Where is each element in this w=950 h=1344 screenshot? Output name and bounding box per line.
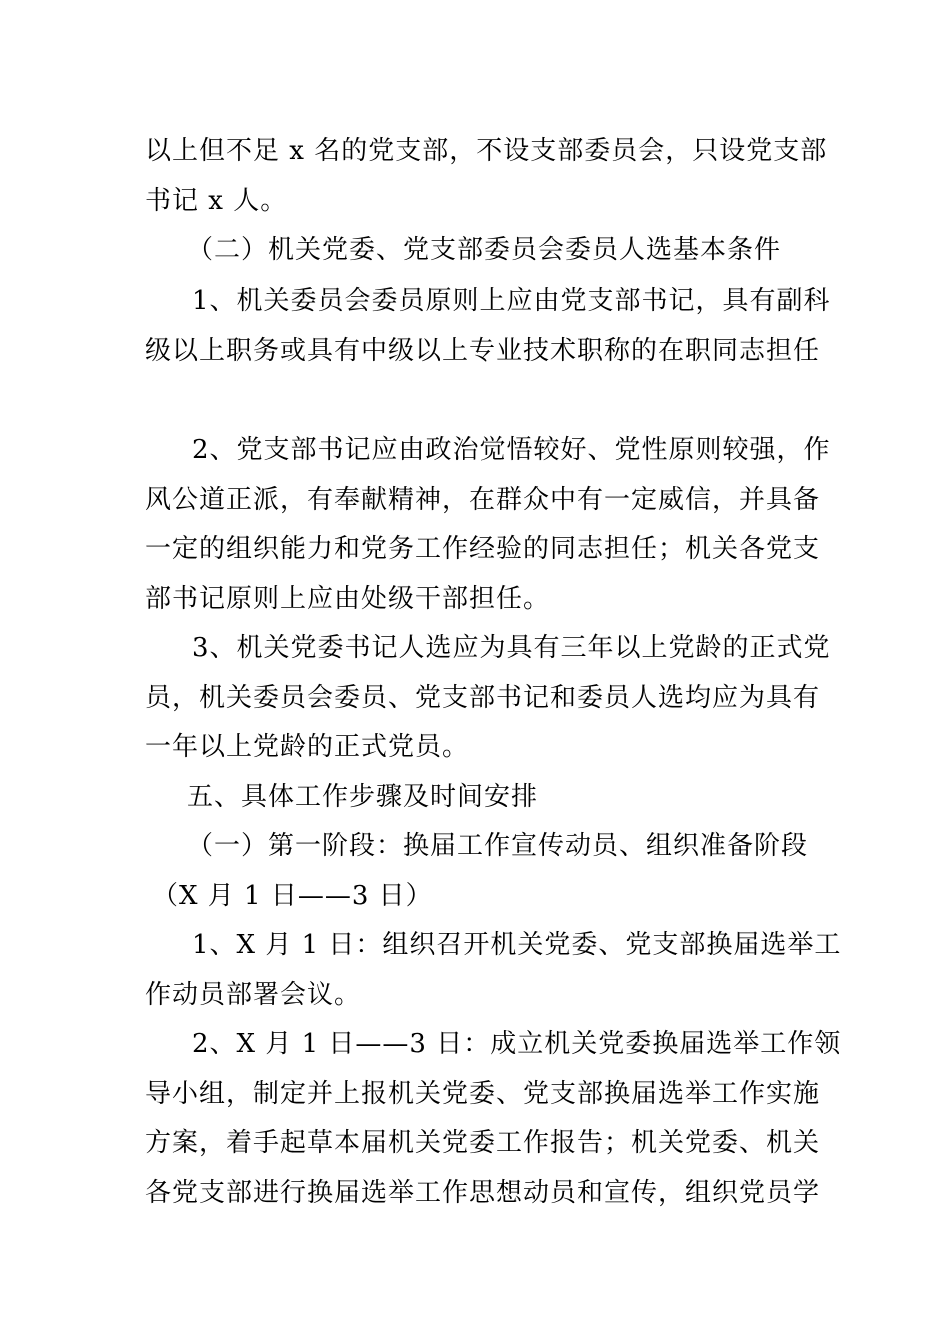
text-line: 2、党支部书记应由政治觉悟较好、党性原则较强，作 bbox=[192, 435, 831, 465]
text-line: 1、机关委员会委员原则上应由党支部书记，具有副科 bbox=[192, 286, 831, 316]
section-heading: （二）机关党委、党支部委员会委员人选基本条件 bbox=[187, 235, 782, 265]
text-line: 部书记原则上应由处级干部担任。 bbox=[145, 584, 551, 614]
text-line: 风公道正派，有奉献精神，在群众中有一定威信，并具备 bbox=[145, 485, 821, 515]
section-heading: （一）第一阶段：换届工作宣传动员、组织准备阶段 bbox=[187, 831, 809, 861]
text-line: 书记 x 人。 bbox=[145, 186, 288, 216]
section-heading: 五、具体工作步骤及时间安排 bbox=[187, 782, 539, 812]
text-line: 2、X 月 1 日——3 日：成立机关党委换届选举工作领 bbox=[192, 1029, 842, 1059]
text-line: 1、X 月 1 日：组织召开机关党委、党支部换届选举工 bbox=[192, 930, 842, 960]
text-line: （X 月 1 日——3 日） bbox=[152, 881, 433, 911]
text-line: 级以上职务或具有中级以上专业技术职称的在职同志担任 bbox=[145, 336, 821, 366]
text-line: 3、机关党委书记人选应为具有三年以上党龄的正式党 bbox=[192, 633, 831, 663]
text-line: 一定的组织能力和党务工作经验的同志担任；机关各党支 bbox=[145, 534, 821, 564]
text-line: 员，机关委员会委员、党支部书记和委员人选均应为具有 bbox=[145, 683, 821, 713]
text-line: 方案，着手起草本届机关党委工作报告；机关党委、机关 bbox=[145, 1128, 821, 1158]
text-line: 一年以上党龄的正式党员。 bbox=[145, 732, 470, 762]
text-line: 以上但不足 x 名的党支部，不设支部委员会，只设党支部 bbox=[145, 136, 828, 166]
text-line: 各党支部进行换届选举工作思想动员和宣传，组织党员学 bbox=[145, 1178, 821, 1208]
text-line: 导小组，制定并上报机关党委、党支部换届选举工作实施 bbox=[145, 1079, 821, 1109]
text-line: 作动员部署会议。 bbox=[145, 980, 362, 1010]
